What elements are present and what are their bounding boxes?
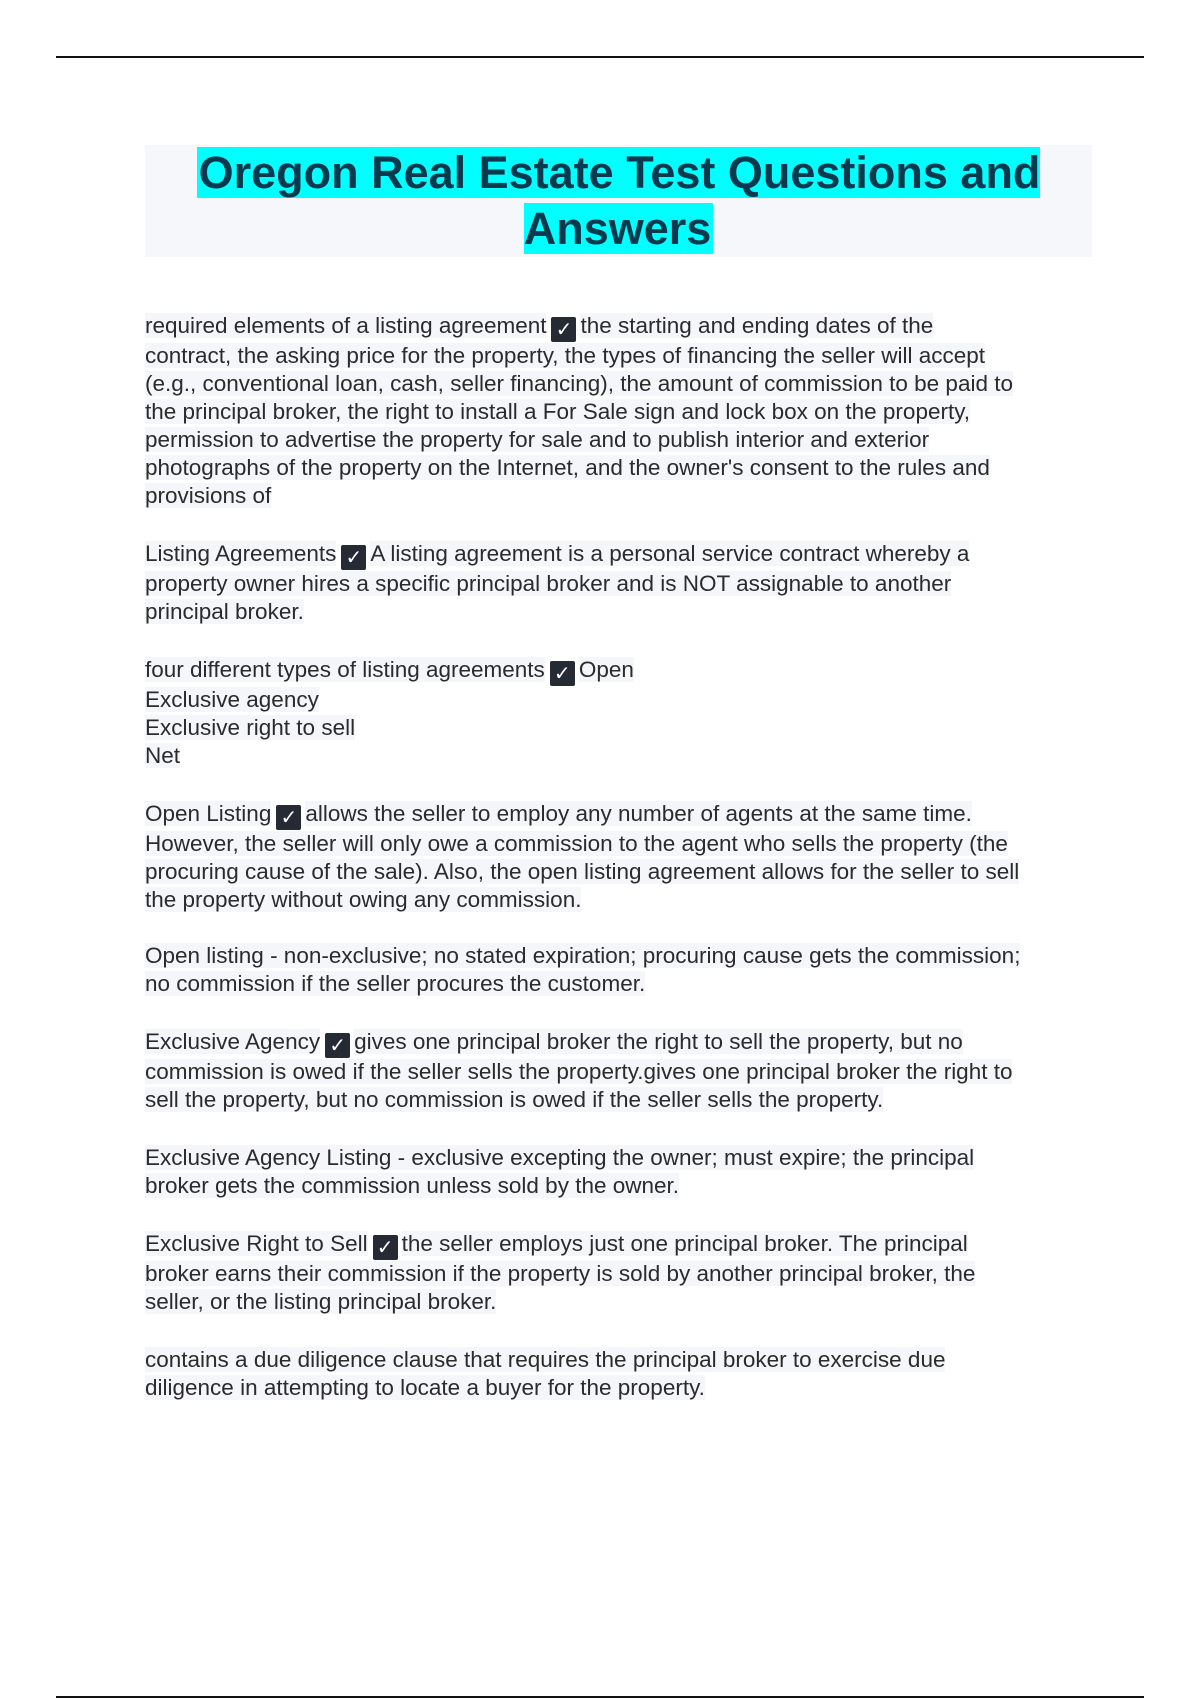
check-icon: ✓ [325, 1033, 350, 1058]
title-box [145, 145, 1092, 257]
note-open-listing [145, 942, 1095, 998]
answer: gives one principal broker the right to sell the property, but no commission is owed if the seller sells the property.gives one principal broker the right to sell the property, but no commission is owed if the seller sells the property. [145, 1029, 1013, 1112]
qa-content [145, 312, 1095, 1402]
term: Listing Agreements [145, 541, 337, 566]
note-text: contains a due diligence clause that requires the principal broker to exercise due diligence in attempting to locate a buyer for the property. [145, 1347, 946, 1400]
answer: A listing agreement is a personal service contract whereby a property owner hires a specific principal broker and is NOT assignable to another principal broker. [145, 541, 970, 624]
qa-item-required-elements [145, 312, 1095, 510]
title-highlight: Oregon Real Estate Test Questions and Answers [198, 147, 1041, 254]
answer: allows the seller to employ any number of agents at the same time. However, the seller will only owe a commission to the agent who sells the property (the procuring cause of the sale). Also, the open listing agreement allows for the seller to sell the property without owing any commission. [145, 801, 1020, 912]
note-text: Exclusive Agency Listing - exclusive excepting the owner; must expire; the principal broker gets the commission unless sold by the owner. [145, 1145, 975, 1198]
qa-item-exclusive-agency [145, 1028, 1095, 1114]
footer-rule [56, 1696, 1144, 1698]
check-icon: ✓ [550, 661, 575, 686]
header-rule [56, 56, 1144, 58]
note-due-diligence [145, 1346, 1095, 1402]
answer: the seller employs just one principal broker. The principal broker earns their commission if the property is sold by another principal broker, the seller, or the listing principal broker. [145, 1231, 976, 1314]
check-icon: ✓ [551, 317, 576, 342]
term: Open Listing [145, 801, 272, 826]
document-title [145, 145, 1092, 257]
term: Exclusive Right to Sell [145, 1231, 368, 1256]
check-icon: ✓ [276, 805, 301, 830]
qa-item-open-listing [145, 800, 1095, 914]
qa-item-listing-agreements [145, 540, 1095, 626]
term: Exclusive Agency [145, 1029, 321, 1054]
check-icon: ✓ [373, 1235, 398, 1260]
note-text: Open listing - non-exclusive; no stated expiration; procuring cause gets the commission; no commission if the seller procures the customer. [145, 943, 1021, 996]
term: required elements of a listing agreement [145, 313, 547, 338]
answer: Open Exclusive agency Exclusive right to sell Net [145, 657, 634, 768]
qa-item-exclusive-right-to-sell [145, 1230, 1095, 1316]
note-exclusive-agency [145, 1144, 1095, 1200]
qa-item-listing-types [145, 656, 1095, 770]
term: four different types of listing agreements [145, 657, 545, 682]
answer: the starting and ending dates of the contract, the asking price for the property, the types of financing the seller will accept (e.g., conventional loan, cash, seller financing), the amount of commission to be paid to the principal broker, the right to install a For Sale sign and lock box on the property, permission to advertise the property for sale and to publish interior and exterior photographs of the property on the Internet, and the owner's consent to the rules and provisions of [145, 313, 1013, 508]
check-icon: ✓ [341, 545, 366, 570]
